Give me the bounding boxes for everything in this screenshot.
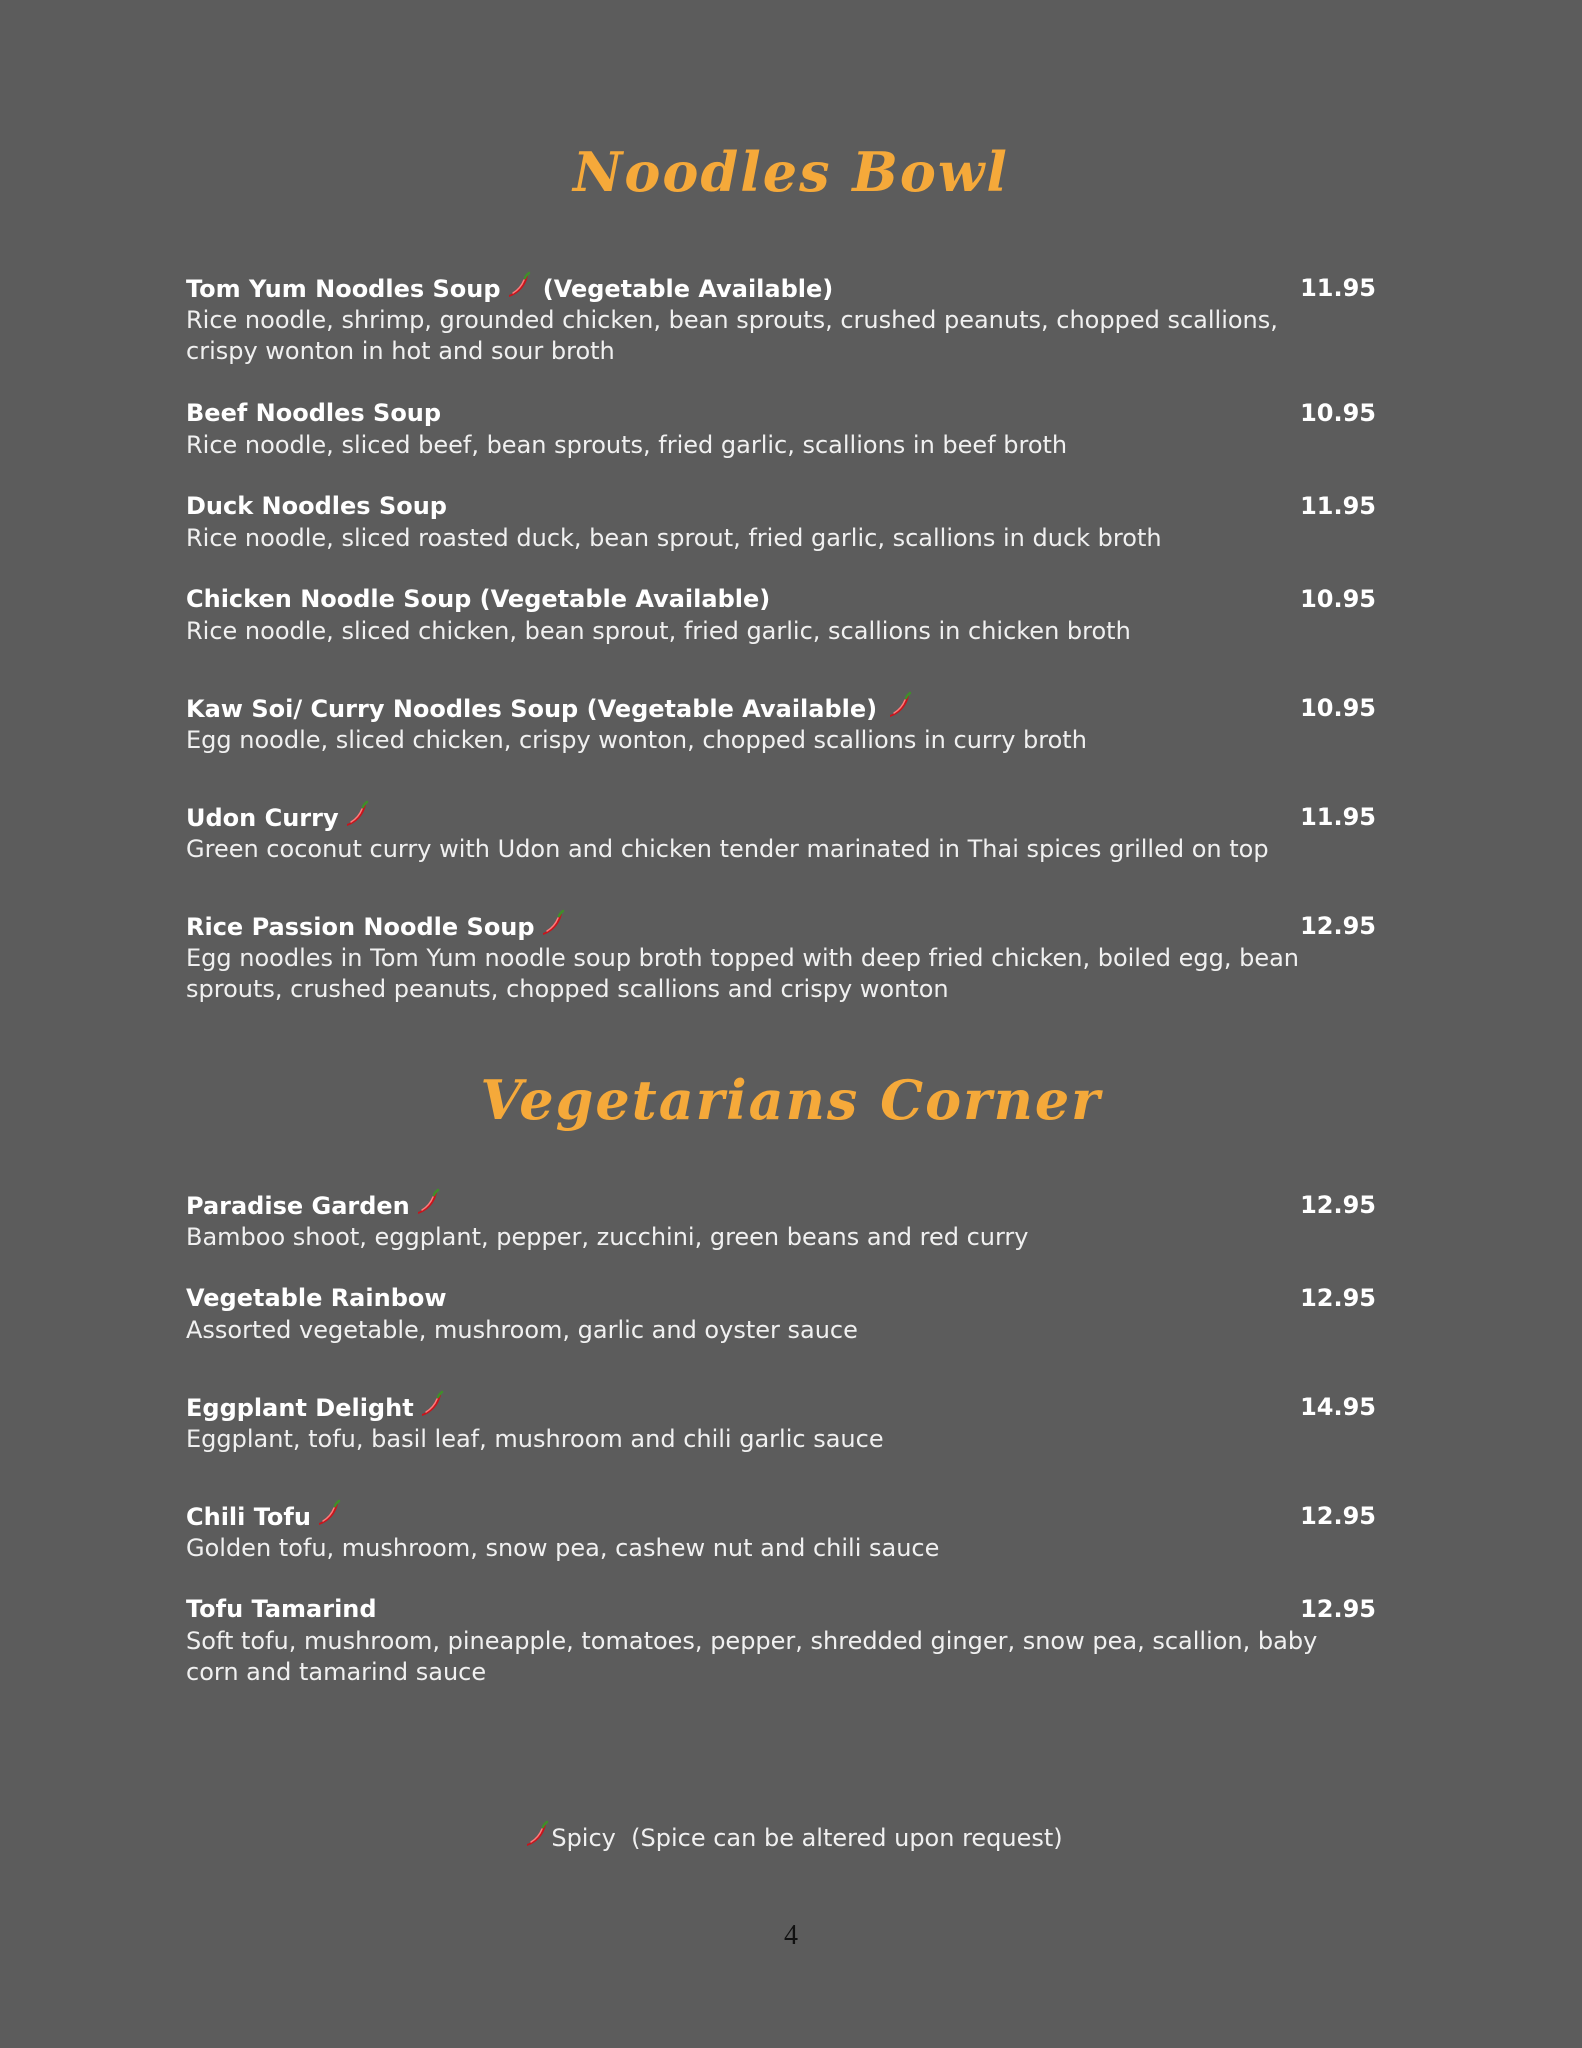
menu-item (186, 800, 1376, 865)
menu-item (186, 691, 1376, 756)
menu-item (186, 271, 1376, 367)
item-price: 12.95 (1300, 1595, 1376, 1623)
item-description: Eggplant, tofu, basil leaf, mushroom and chili garlic sauce (186, 1425, 884, 1453)
chili-pepper-icon (341, 800, 369, 828)
item-price: 10.95 (1300, 399, 1376, 427)
menu-item (186, 909, 1376, 1005)
item-name: Kaw Soi/ Curry Noodles Soup (Vegetable Available) (186, 695, 878, 723)
item-name: Vegetable Rainbow (186, 1284, 447, 1312)
item-price: 11.95 (1300, 274, 1376, 302)
item-name: Eggplant Delight (186, 1394, 414, 1422)
item-name-suffix: (Vegetable Available) (542, 275, 834, 303)
chili-pepper-icon (503, 271, 531, 299)
item-name: Udon Curry (186, 804, 339, 832)
item-price: 11.95 (1300, 803, 1376, 831)
spicy-legend-text: Spicy (Spice can be altered upon request) (551, 1824, 1063, 1852)
noodles-section-title: Noodles Bowl (573, 140, 1009, 204)
item-description: Soft tofu, mushroom, pineapple, tomatoes, pepper, shredded ginger, snow pea, scallion, baby corn and tamarind sauce (186, 1627, 1318, 1686)
page-number: 4 (784, 1920, 798, 1951)
item-description: Rice noodle, shrimp, grounded chicken, bean sprouts, crushed peanuts, chopped scallions, crispy wonton in hot and sour broth (186, 306, 1278, 365)
item-price: 10.95 (1300, 585, 1376, 613)
item-name: Beef Noodles Soup (186, 399, 442, 427)
item-name: Rice Passion Noodle Soup (186, 913, 535, 941)
menu-item (186, 489, 1376, 554)
item-price: 12.95 (1300, 1502, 1376, 1530)
spicy-legend (0, 1820, 1582, 1852)
item-description: Egg noodles in Tom Yum noodle soup broth topped with deep fried chicken, boiled egg, bean sprouts, crushed peanuts, chopped scallions and crispy wonton (186, 944, 1300, 1003)
menu-item (186, 396, 1376, 461)
menu-item (186, 1499, 1376, 1564)
item-price: 11.95 (1300, 492, 1376, 520)
chili-pepper-icon (412, 1188, 440, 1216)
menu-item (186, 1592, 1376, 1688)
chili-pepper-icon (313, 1499, 341, 1527)
item-price: 12.95 (1300, 912, 1376, 940)
item-name: Duck Noodles Soup (186, 492, 447, 520)
item-description: Assorted vegetable, mushroom, garlic and oyster sauce (186, 1316, 858, 1344)
item-name: Chili Tofu (186, 1503, 311, 1531)
item-price: 14.95 (1300, 1393, 1376, 1421)
item-description: Golden tofu, mushroom, snow pea, cashew nut and chili sauce (186, 1534, 940, 1562)
item-name: Tofu Tamarind (186, 1595, 377, 1623)
item-name: Tom Yum Noodles Soup (186, 275, 501, 303)
item-price: 12.95 (1300, 1284, 1376, 1312)
item-description: Rice noodle, sliced beef, bean sprouts, fried garlic, scallions in beef broth (186, 431, 1068, 459)
item-name: Chicken Noodle Soup (Vegetable Available) (186, 585, 771, 613)
chili-pepper-icon (416, 1390, 444, 1418)
vegetarian-section-title: Vegetarians Corner (480, 1068, 1102, 1132)
item-description: Bamboo shoot, eggplant, pepper, zucchini, green beans and red curry (186, 1223, 1029, 1251)
item-description: Rice noodle, sliced chicken, bean sprout, fried garlic, scallions in chicken broth (186, 617, 1131, 645)
menu-item (186, 582, 1376, 647)
item-price: 10.95 (1300, 694, 1376, 722)
menu-item (186, 1390, 1376, 1455)
item-price: 12.95 (1300, 1191, 1376, 1219)
chili-pepper-icon (521, 1820, 549, 1848)
item-name: Paradise Garden (186, 1192, 410, 1220)
chili-pepper-icon (537, 909, 565, 937)
menu-item (186, 1281, 1376, 1346)
item-description: Rice noodle, sliced roasted duck, bean sprout, fried garlic, scallions in duck broth (186, 524, 1162, 552)
chili-pepper-icon (884, 691, 912, 719)
menu-item (186, 1188, 1376, 1253)
item-description: Green coconut curry with Udon and chicken tender marinated in Thai spices grilled on top (186, 835, 1269, 863)
item-description: Egg noodle, sliced chicken, crispy wonton, chopped scallions in curry broth (186, 726, 1087, 754)
